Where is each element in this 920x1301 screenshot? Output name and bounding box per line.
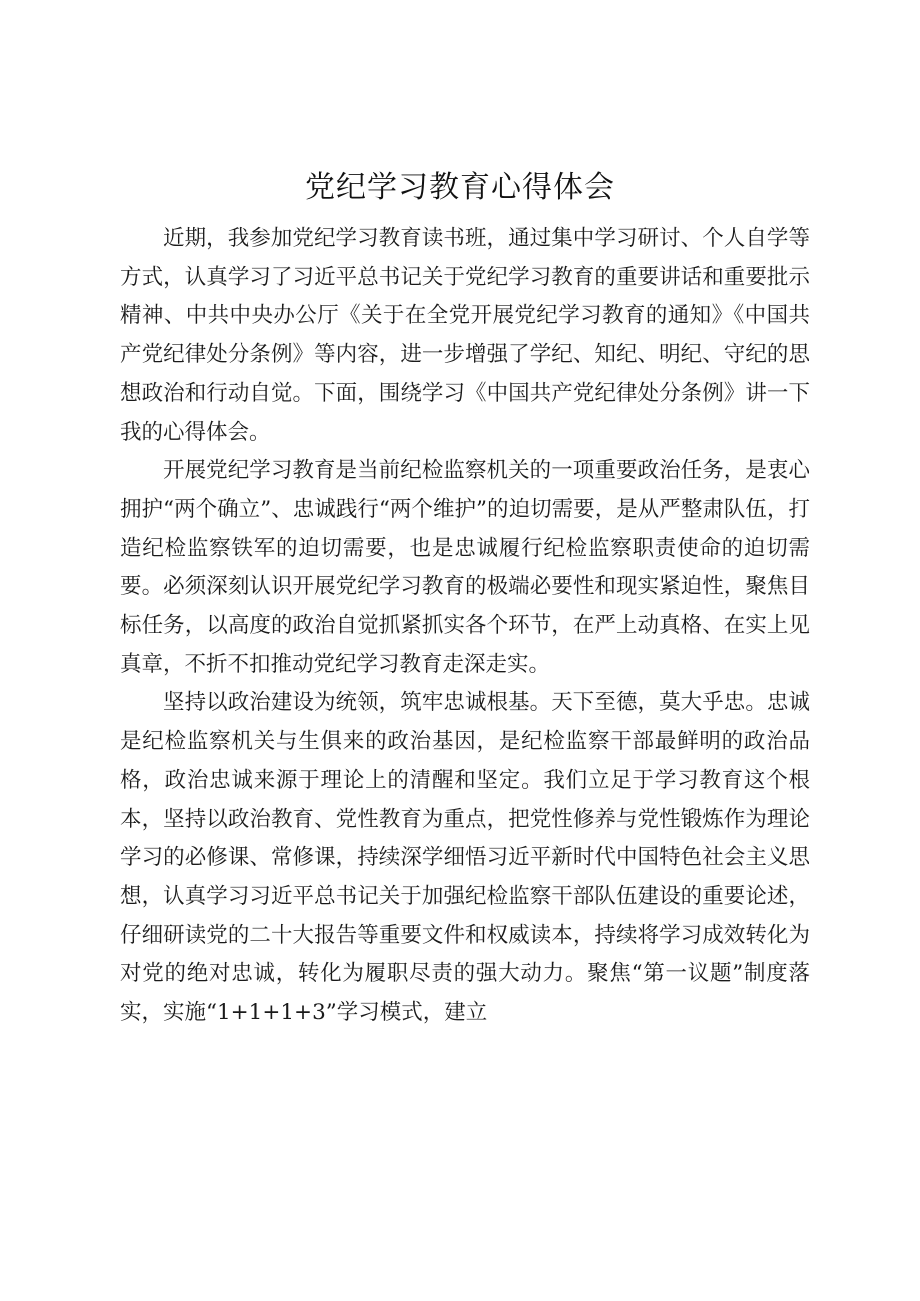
paragraph-significance: 开展党纪学习教育是当前纪检监察机关的一项重要政治任务，是衷心拥护“两个确立”、忠诚践行“两个维护”的迫切需要，是从严整肃队伍，打造纪检监察铁军的迫切需要，也是忠诚履行纪检监察职责使命的迫切需要。必须深刻认识开展党纪学习教育的极端必要性和现实紧迫性，聚焦目标任务，以高度的政治自觉抓紧抓实各个环节，在严上动真格、在实上见真章，不折不扣推动党纪学习教育走深走实。 (120, 458, 810, 677)
paragraph-political-building: 坚持以政治建设为统领，筑牢忠诚根基。天下至德，莫大乎忠。忠诚是纪检监察机关与生俱来的政治基因，是纪检监察干部最鲜明的政治品格，政治忠诚来源于理论上的清醒和坚定。我们立足于学习教育这个根本，坚持以政治教育、党性教育为重点，把党性修养与党性锻炼作为理论学习的必修课、常修课，持续深学细悟习近平新时代中国特色社会主义思想，认真学习习近平总书记关于加强纪检监察干部队伍建设的重要论述，仔细研读党的二十大报告等重要文件和权威读本，持续将学习成效转化为对党的绝对忠诚，转化为履职尽责的强大动力。聚焦“第一议题”制度落实，实施“1+1+1+3”学习模式，建立 (120, 690, 810, 1026)
document-title: 党纪学习教育心得体会 (305, 170, 615, 205)
document-body (120, 220, 810, 1033)
paragraph-intro: 近期，我参加党纪学习教育读书班，通过集中学习研讨、个人自学等方式，认真学习了习近平总书记关于党纪学习教育的重要讲话和重要批示精神、中共中央办公厅《关于在全党开展党纪学习教育的通知》《中国共产党纪律处分条例》等内容，进一步增强了学纪、知纪、明纪、守纪的思想政治和行动自觉。下面，围绕学习《中国共产党纪律处分条例》讲一下我的心得体会。 (120, 226, 810, 445)
